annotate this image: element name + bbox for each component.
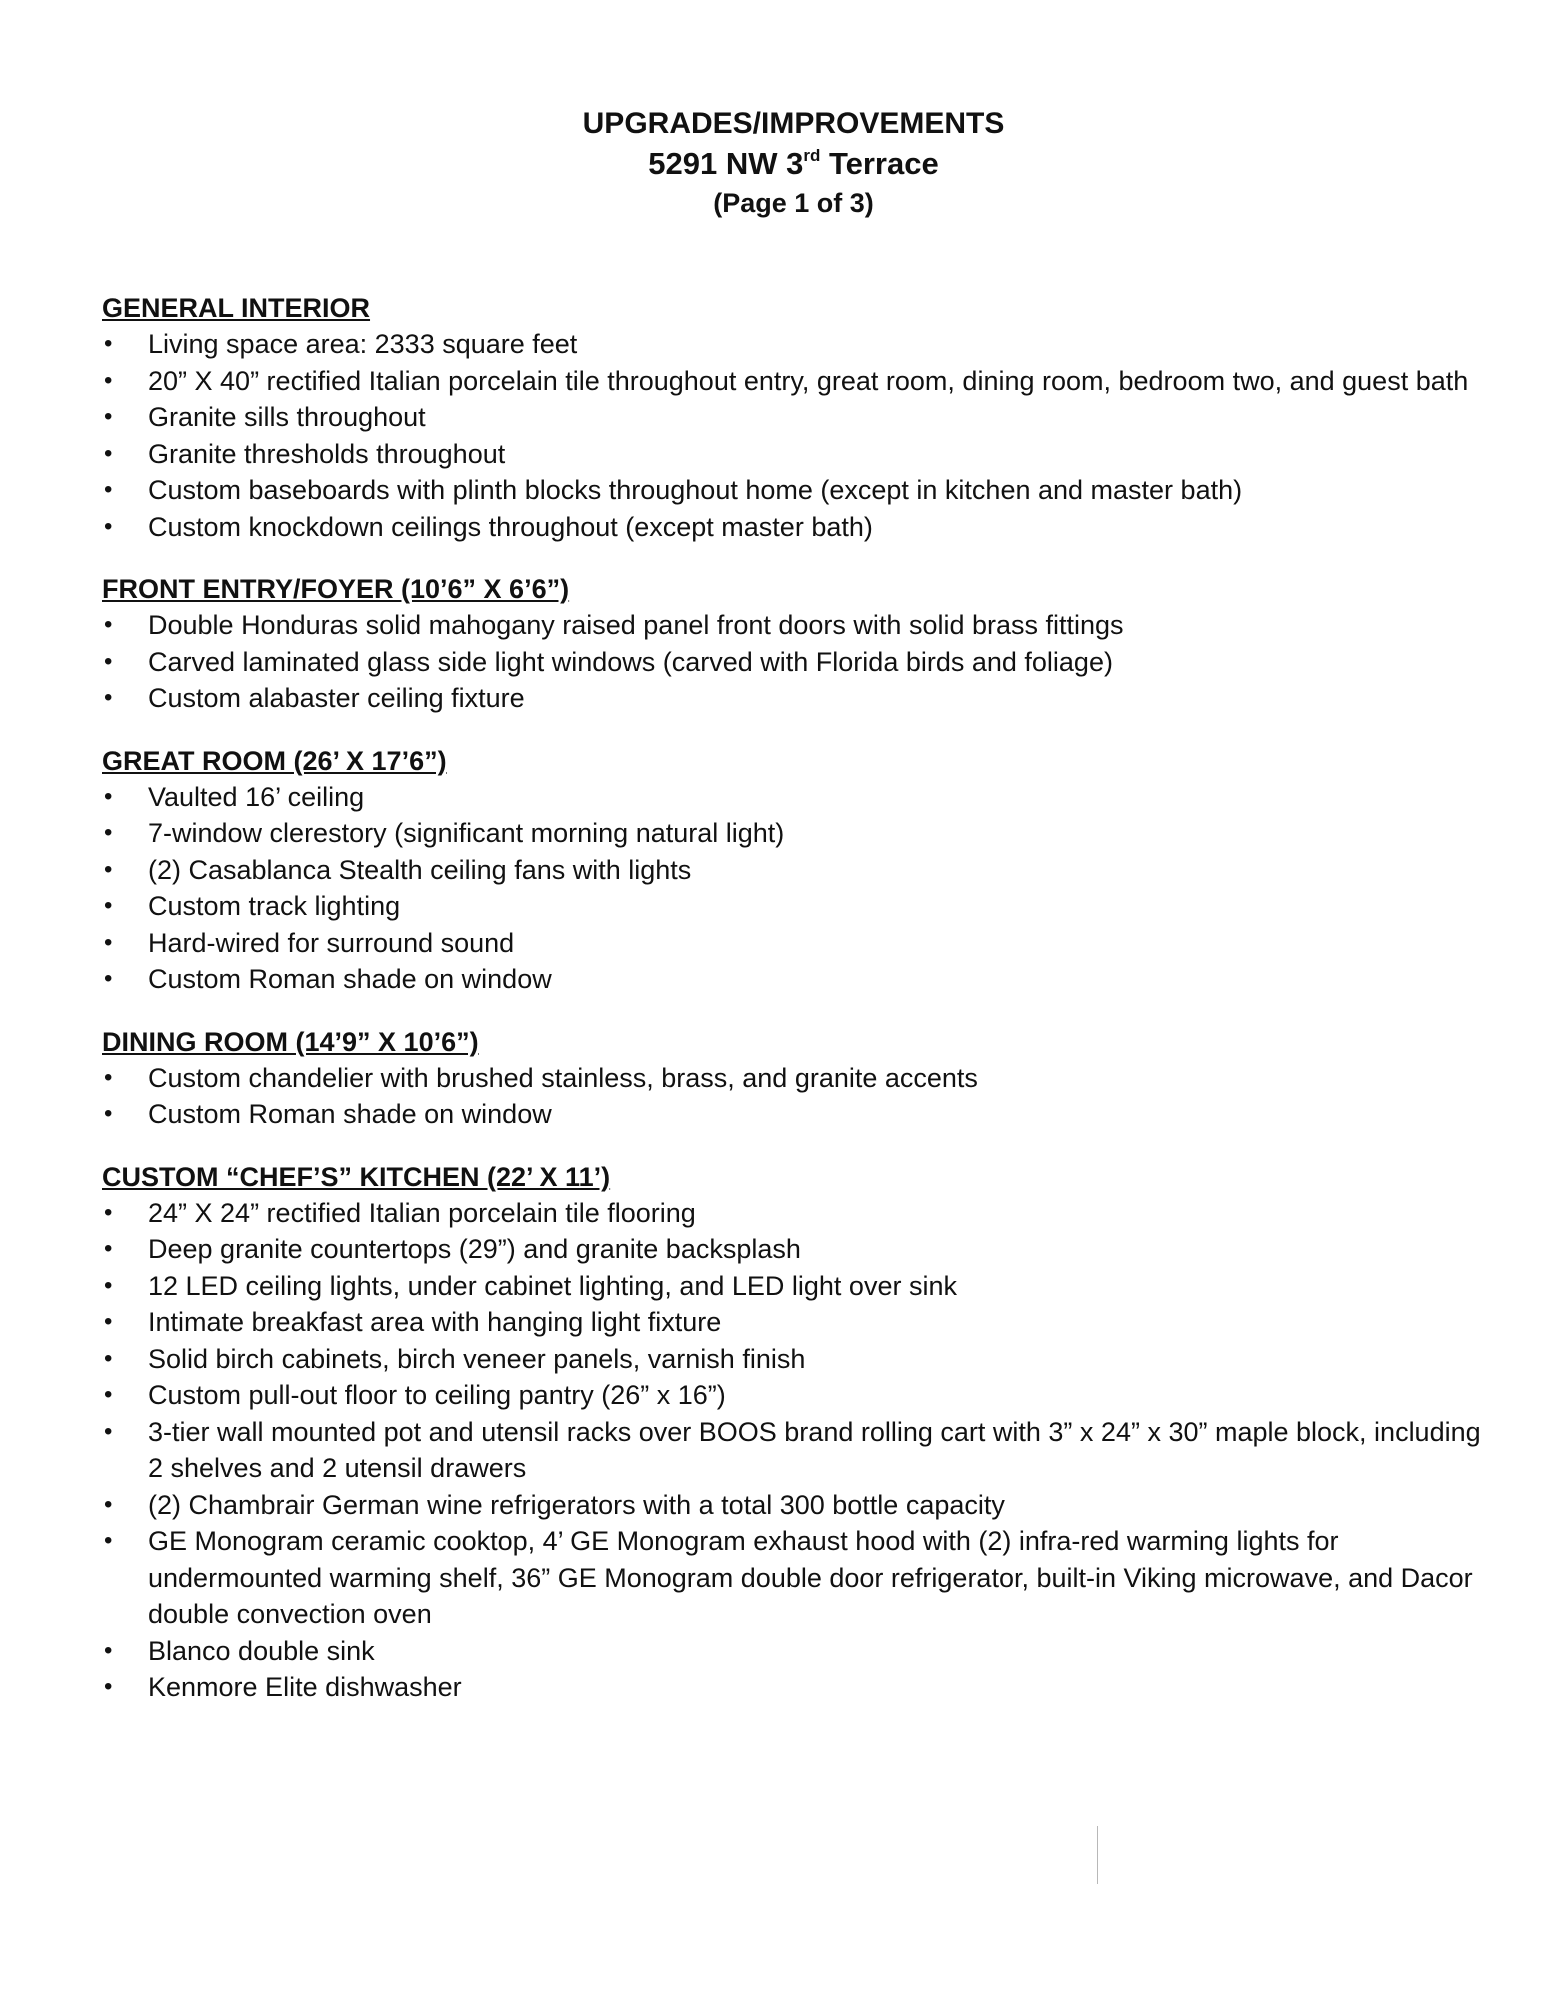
list-item [102,852,1492,889]
list-item-text: 20” X 40” rectified Italian porcelain tile throughout entry, great room, dining room, bedroom two, and guest bath [148,365,1469,396]
list-item-text: Living space area: 2333 square feet [148,329,578,359]
list-item-text: 24” X 24” rectified Italian porcelain tile flooring [148,1197,696,1228]
list-item [102,1060,1492,1097]
bullet-icon: • [104,892,113,919]
list-item [102,1487,1492,1524]
list-item-text: (2) Casablanca Stealth ceiling fans with lights [148,854,692,885]
list-item [102,644,1492,681]
list-item-text: GE Monogram ceramic cooktop, 4’ GE Monogram exhaust hood with (2) infra-red warming lights for undermounted warming shelf, 36” GE Monogram double door refrigerator, built-in Viking microwave, and Dacor double convection oven [148,1526,1473,1629]
list-item [102,680,1492,717]
bullet-icon: • [104,1636,113,1664]
scan-artifact-line [1097,1826,1098,1884]
list-item-text: 3-tier wall mounted pot and utensil racks over BOOS brand rolling cart with 3” x 24” x 30” maple block, including 2 shelves and 2 utensil drawers [148,1416,1481,1483]
list-item-text: Custom Roman shade on window [148,964,552,994]
list-item [102,1414,1492,1487]
bullet-icon: • [104,403,113,430]
list-item-text: Custom baseboards with plinth blocks throughout home (except in kitchen and master bath) [148,475,1243,505]
list-item-text: Custom knockdown ceilings throughout (except master bath) [148,511,873,542]
list-item [102,472,1492,509]
list-item [102,1268,1492,1305]
bullet-icon: • [104,782,113,810]
list-item [102,326,1492,363]
section-title: FRONT ENTRY/FOYER (10’6” X 6’6”) [102,574,570,604]
section-item-list [102,779,1492,998]
bullet-icon: • [104,1344,113,1372]
bullet-icon: • [104,855,113,883]
list-item [102,1096,1492,1133]
section-title: GREAT ROOM (26’ X 17’6”) [102,745,447,776]
list-item-text: Hard-wired for surround sound [148,927,515,958]
property-address [0,144,1549,184]
list-item [102,1377,1492,1414]
bullet-icon: • [104,512,113,540]
list-item-text: Double Honduras solid mahogany raised panel front doors with solid brass fittings [148,610,1124,640]
bullet-icon: • [104,819,113,846]
list-item [102,1669,1492,1706]
list-item-text: Custom Roman shade on window [148,1099,552,1129]
list-item [102,1231,1492,1268]
bullet-icon: • [104,1527,113,1554]
list-item [102,925,1492,962]
bullet-icon: • [104,1100,113,1127]
list-item [102,888,1492,925]
list-item-text: 12 LED ceiling lights, under cabinet lighting, and LED light over sink [148,1270,957,1301]
section-item-list [102,607,1492,717]
section-item-list [102,326,1492,545]
address-ordinal-suffix: rd [803,146,821,165]
list-item-text: Kenmore Elite dishwasher [148,1672,462,1702]
bullet-icon: • [104,1235,113,1262]
section-title: DINING ROOM (14’9” X 10’6”) [102,1026,479,1057]
list-item-text: 7-window clerestory (significant morning natural light) [148,818,785,848]
section [102,1024,1492,1133]
section [102,1159,1492,1706]
list-item-text: Granite sills throughout [148,402,426,432]
section-title: CUSTOM “CHEF’S” KITCHEN (22’ X 11’) [102,1161,611,1192]
bullet-icon: • [104,1308,113,1335]
list-item-text: Granite thresholds throughout [148,438,506,469]
sections-container [102,290,1492,1732]
bullet-icon: • [104,1381,113,1408]
bullet-icon: • [104,611,113,638]
list-item [102,363,1492,400]
list-item-text: Custom chandelier with brushed stainless, brass, and granite accents [148,1062,978,1093]
list-item [102,436,1492,473]
list-item-text: (2) Chambrair German wine refrigerators with a total 300 bottle capacity [148,1489,1005,1520]
bullet-icon: • [104,928,113,956]
list-item [102,779,1492,816]
list-item [102,1341,1492,1378]
document-header [0,104,1549,222]
list-item-text: Blanco double sink [148,1635,375,1666]
section-title: GENERAL INTERIOR [102,293,371,323]
section-item-list [102,1060,1492,1133]
list-item [102,1523,1492,1633]
list-item [102,509,1492,546]
document-title: UPGRADES/IMPROVEMENTS [582,107,1005,140]
list-item [102,607,1492,644]
list-item-text: Deep granite countertops (29”) and granite backsplash [148,1234,801,1264]
bullet-icon: • [104,1673,113,1700]
bullet-icon: • [104,366,113,394]
list-item [102,961,1492,998]
list-item-text: Carved laminated glass side light windows (carved with Florida birds and foliage) [148,646,1113,677]
list-item-text: Intimate breakfast area with hanging light fixture [148,1307,722,1337]
bullet-icon: • [104,476,113,503]
list-item-text: Vaulted 16’ ceiling [148,781,365,812]
list-item-text: Custom alabaster ceiling fixture [148,683,525,713]
list-item [102,1633,1492,1670]
list-item [102,399,1492,436]
bullet-icon: • [104,439,113,467]
list-item [102,1304,1492,1341]
section-item-list [102,1195,1492,1706]
address-number-street: 5291 NW 3 [648,146,804,181]
section [102,290,1492,545]
bullet-icon: • [104,1490,113,1518]
page-indicator: (Page 1 of 3) [713,188,874,218]
list-item-text: Custom track lighting [148,891,401,921]
section [102,743,1492,998]
bullet-icon: • [104,1063,113,1091]
bullet-icon: • [104,684,113,711]
bullet-icon: • [104,647,113,675]
list-item-text: Custom pull-out floor to ceiling pantry (26” x 16”) [148,1380,726,1410]
list-item-text: Solid birch cabinets, birch veneer panels, varnish finish [148,1343,806,1374]
section [102,571,1492,717]
list-item [102,1195,1492,1232]
bullet-icon: • [104,965,113,992]
address-street-type: Terrace [820,146,939,181]
list-item [102,815,1492,852]
bullet-icon: • [104,1198,113,1226]
bullet-icon: • [104,1271,113,1299]
bullet-icon: • [104,330,113,357]
bullet-icon: • [104,1417,113,1445]
